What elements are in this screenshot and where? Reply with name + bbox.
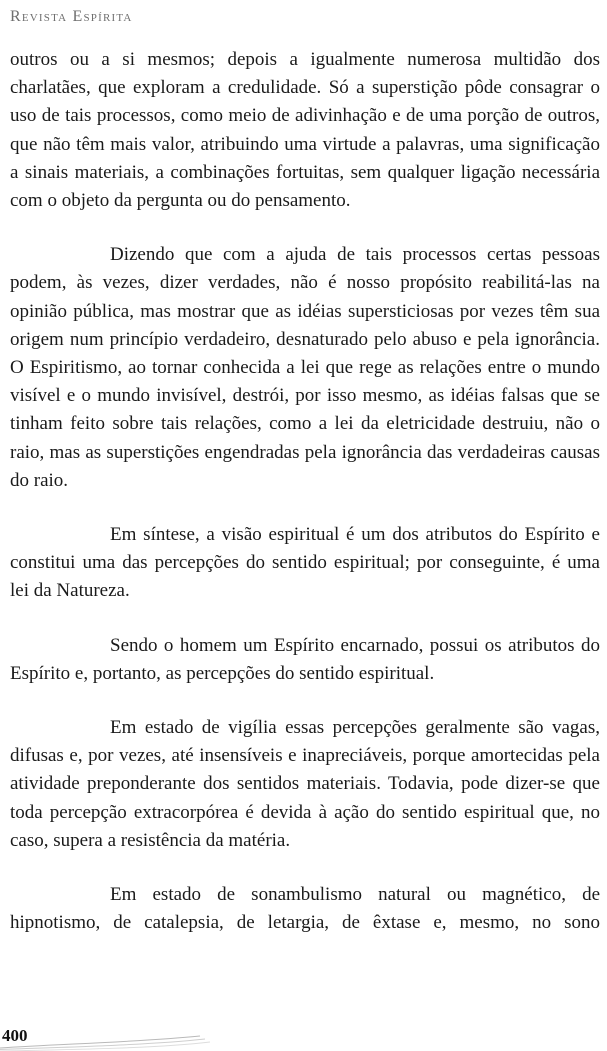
paragraph: Sendo o homem um Espírito encarnado, possui os atributos do Espírito e, portanto, as percepções do sentido espiritual. — [10, 634, 600, 684]
running-header: Revista Espírita — [10, 8, 133, 25]
page-footer — [0, 1022, 607, 1051]
page-body — [10, 46, 600, 937]
page-number: 400 — [2, 1026, 28, 1045]
paragraph-continues: Em estado de sonambulismo natural ou magnético, de hipnotismo, de catalepsia, de letargia, de êxtase e, mesmo, no sono — [10, 884, 600, 934]
paragraph: Em estado de vigília essas percepções geralmente são vagas, difusas e, por vezes, até insensíveis e inapreciáveis, porque amortecidas pela atividade preponderante dos sentidos materiais. Todavia, pode dizer-se que toda percepção extracorpórea é devida à ação do sentido espiritual que, no caso, supera a resistência da matéria. — [10, 717, 600, 851]
paragraph: Em síntese, a visão espiritual é um dos atributos do Espírito e constitui uma das percepções do sentido espiritual; por conseguinte, é uma lei da Natureza. — [10, 524, 600, 602]
decorative-swoosh — [0, 1022, 240, 1051]
paragraph-continued: outros ou a si mesmos; depois a igualmente numerosa multidão dos charlatães, que exploram a credulidade. Só a superstição pôde consagrar o uso de tais processos, como meio de adivinhação e de uma porção de outros, que não têm mais valor, atribuindo uma virtude a palavras, uma significação a sinais materiais, a combinações fortuitas, sem qualquer ligação necessária com o objeto da pergunta ou do pensamento. — [10, 49, 600, 212]
paragraph: Dizendo que com a ajuda de tais processos certas pessoas podem, às vezes, dizer verdades, não é nosso propósito reabilitá-las na opinião pública, mas mostrar que as idéias supersticiosas por vezes têm sua origem num princípio verdadeiro, desnaturado pelo abuso e pela ignorância. O Espiritismo, ao tornar conhecida a lei que rege as relações entre o mundo visível e o mundo invisível, destrói, por isso mesmo, as idéias falsas que se tinham feito sobre tais relações, como a lei da eletricidade destruiu, não o raio, mas as superstições engendradas pela ignorância das verdadeiras causas do raio. — [10, 244, 600, 491]
